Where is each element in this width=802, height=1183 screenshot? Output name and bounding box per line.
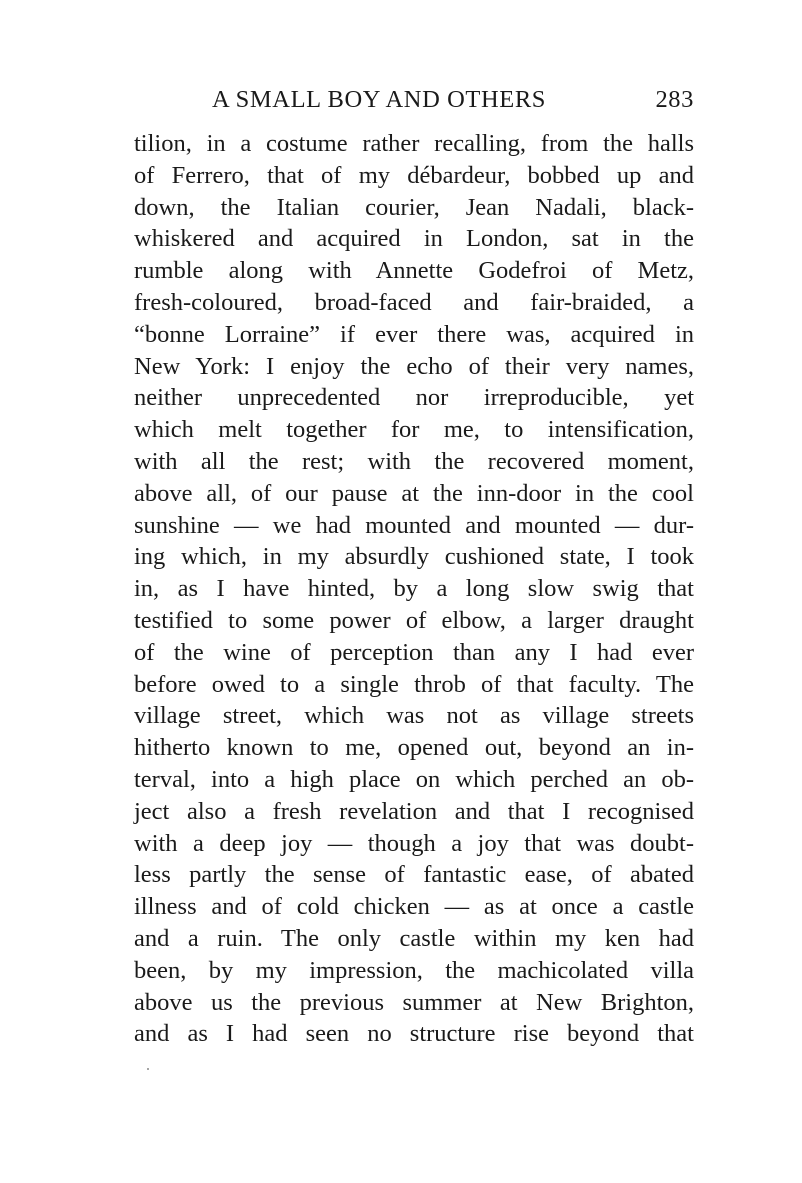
text-line: of Ferrero, that of my débardeur, bobbed up and [134, 161, 694, 189]
text-line: rumble along with Annette Godefroi of Metz, [134, 257, 694, 285]
text-line: ject also a fresh revelation and that I recognised [134, 797, 694, 825]
text-line: down, the Italian courier, Jean Nadali, black- [134, 193, 694, 221]
text-line: ing which, in my absurdly cushioned state, I took [134, 543, 694, 571]
text-line: New York: I enjoy the echo of their very names, [134, 352, 694, 380]
text-line: “bonne Lorraine” if ever there was, acquired in [134, 320, 694, 348]
text-line: with all the rest; with the recovered moment, [134, 447, 694, 475]
text-line: before owed to a single throb of that faculty. The [134, 670, 694, 698]
text-line: sunshine — we had mounted and mounted — dur- [134, 511, 694, 539]
text-line: tilion, in a costume rather recalling, from the halls [134, 130, 694, 157]
text-line: above all, of our pause at the inn-door in the cool [134, 479, 694, 507]
text-line: terval, into a high place on which perched an ob- [134, 765, 694, 793]
text-line: hitherto known to me, opened out, beyond an in- [134, 734, 694, 762]
text-line: above us the previous summer at New Brighton, [134, 988, 694, 1016]
text-line: less partly the sense of fantastic ease, of abated [134, 861, 694, 889]
text-line: of the wine of perception than any I had ever [134, 638, 694, 666]
text-line: which melt together for me, to intensification, [134, 416, 694, 444]
running-head [212, 84, 694, 116]
text-line: testified to some power of elbow, a larger draught [134, 606, 694, 634]
text-line: fresh-coloured, broad-faced and fair-braided, a [134, 288, 694, 316]
text-line: and as I had seen no structure rise beyond that [134, 1020, 694, 1048]
text-line: village street, which was not as village streets [134, 702, 694, 730]
paper-speck [147, 1068, 149, 1070]
text-line: whiskered and acquired in London, sat in the [134, 225, 694, 253]
text-line: in, as I have hinted, by a long slow swig that [134, 575, 694, 603]
text-line: with a deep joy — though a joy that was doubt- [134, 829, 694, 857]
text-line: illness and of cold chicken — as at once a castle [134, 893, 694, 921]
text-line: and a ruin. The only castle within my ken had [134, 924, 694, 952]
page-number: 283 [655, 86, 694, 113]
running-title: A SMALL BOY AND OTHERS [212, 86, 546, 113]
text-line: been, by my impression, the machicolated villa [134, 956, 694, 984]
body-text [134, 128, 694, 1050]
text-line: neither unprecedented nor irreproducible, yet [134, 384, 694, 412]
